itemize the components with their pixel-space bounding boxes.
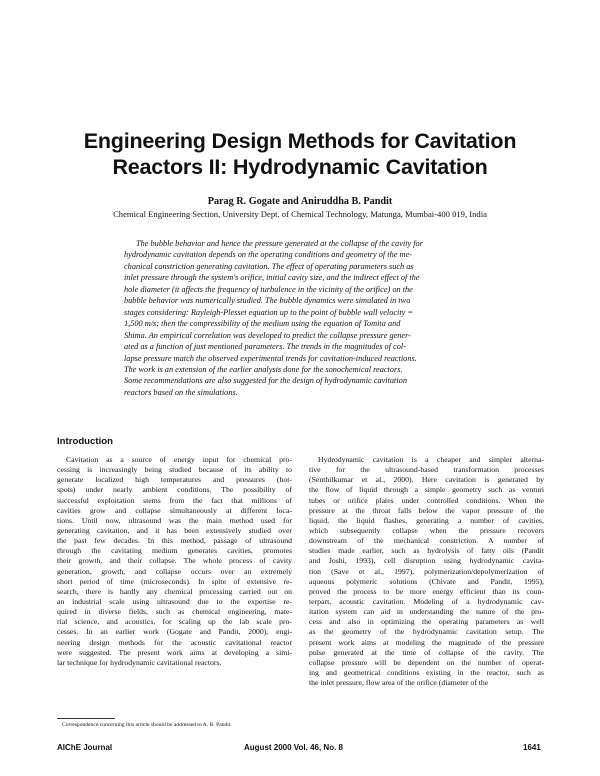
- abstract-line: lapse pressure match the observed experimental trends for cavitation-induced reactions.: [124, 353, 417, 363]
- body-text-line: tions. Until now, ultrasound was the main method used for: [57, 515, 292, 525]
- body-text-line: tion (Save et al., 1997), polymerization/depolymerization of: [309, 566, 544, 576]
- footer-issue: August 2000 Vol. 46, No. 8: [244, 743, 343, 752]
- abstract-line: The work is an extension of the earlier analysis done for the sonochemical reactors.: [124, 364, 403, 374]
- body-text-line: short period of time (microseconds). In spite of extensive re-: [57, 576, 292, 586]
- body-text-line: pressure at the throat falls below the vapor pressure of the: [309, 505, 544, 515]
- abstract-line: 1,500 m/s; then the compressibility of the medium using the equation of Tomita and: [124, 319, 401, 329]
- body-text-line: generation, growth, and collapse occurs over an extremely: [57, 566, 292, 576]
- abstract-line: ated as a function of just mentioned parameters. The trends in the magnitudes of col-: [124, 342, 406, 352]
- body-text-line: tubes or orifice plates under controlled conditions. When the: [309, 495, 544, 505]
- right-column-text: [309, 455, 544, 688]
- authors: Parag R. Gogate and Aniruddha B. Pandit: [207, 196, 393, 207]
- abstract-line: hole diameter (it affects the frequency of turbulence in the vicinity of the orifice) on the: [124, 284, 413, 294]
- body-text-line: generating cavitation, and it has been extensively studied over: [57, 525, 292, 535]
- body-text-line: an industrial scale using ultrasound due to the expertise re-: [57, 596, 292, 606]
- body-text-line: tive for the ultrasound-based transformation processes: [309, 465, 544, 475]
- body-text-line: (Senthilkumar et al., 2000). Here cavitation is generated by: [309, 475, 544, 485]
- title-line-1: Engineering Design Methods for Cavitation: [83, 129, 517, 153]
- abstract-line: bubble behavior was numerically studied. The bubble dynamics were simulated in two: [124, 296, 411, 306]
- body-text-line: through the cavitating medium generates cavities, promotes: [57, 546, 292, 556]
- abstract-line: The bubble behavior and hence the pressure generated at the collapse of the cavity for: [136, 239, 423, 248]
- body-text-line: which subsequently collapse when the pressure recovers: [309, 525, 544, 535]
- body-text-line: lar technique for hydrodynamic cavitational reactors.: [57, 657, 222, 667]
- body-text-line: neering design methods for the acoustic cavitational reactor: [57, 637, 292, 647]
- body-text-line: studies made earlier, such as hydrolysis of fatty oils (Pandit: [309, 546, 544, 556]
- body-text-line: the past few decades. In this method, passage of ultrasound: [57, 536, 292, 546]
- abstract-line: inlet pressure through the system's orifice, initial cavity size, and the indirect effect of the: [124, 273, 420, 283]
- footer-page-number: 1641: [523, 743, 541, 752]
- body-text-line: the flow of liquid through a simple geometry such as venturi: [309, 485, 544, 495]
- left-column-text: [57, 455, 292, 668]
- body-text-line: present work aims at modeling the magnitude of the pressure: [309, 637, 544, 647]
- abstract-line: Some recommendations are also suggested for the design of hydrodynamic cavitation: [124, 376, 407, 386]
- abstract: [124, 238, 482, 398]
- body-text-line: spots) under nearly ambient conditions. The possibility of: [57, 485, 292, 495]
- footnote-divider: [57, 718, 115, 719]
- body-text-line: quired in diverse fields, such as chemical engineering, mate-: [57, 607, 292, 617]
- body-text-line: itation system can aid in understanding the nature of the pro-: [309, 607, 544, 617]
- body-text-line: and Joshi, 1993), cell disruption using hydrodynamic cavita-: [309, 556, 544, 566]
- body-text-line: proved the process to be more energy efficient than its coun-: [309, 586, 544, 596]
- abstract-line: Shima. An empirical correlation was developed to predict the collapse pressure gener-: [124, 330, 411, 340]
- footer-journal: AIChE Journal: [57, 743, 113, 752]
- body-text-line: cesses. In an earlier work (Gogate and Pandit, 2000), engi-: [57, 627, 292, 637]
- paper-title: [0, 128, 600, 180]
- body-text-line: cessing is increasingly being studied because of its ability to: [57, 465, 292, 475]
- body-text-line: collapse pressure will be dependent on the number of operat-: [309, 657, 544, 667]
- body-text-line: were suggested. The present work aims at developing a simi-: [57, 647, 292, 657]
- body-text-line: the inlet pressure, flow area of the orifice (diameter of the: [309, 678, 489, 688]
- section-heading-introduction: Introduction: [57, 436, 113, 447]
- body-text-line: as the geometry of the hydrodynamic cavitation setup. The: [309, 627, 544, 637]
- abstract-line: stages considering: Rayleigh-Plesset equation up to the point of bubble wall velocity =: [124, 307, 414, 317]
- body-text-line: pulse generated at the time of collapse of the cavity. The: [309, 647, 544, 657]
- body-text-line: liquid, the liquid flashes, generating a number of cavities,: [309, 515, 544, 525]
- body-text-line: search, there is hardly any chemical processing carried out on: [57, 586, 292, 596]
- title-line-2: Reactors II: Hydrodynamic Cavitation: [112, 155, 488, 179]
- abstract-line: hydrodynamic cavitation depends on the operating conditions and geometry of the me-: [124, 250, 412, 260]
- affiliation: Chemical Engineering Section, University Dept. of Chemical Technology, Matunga, Mumbai-400 019, India: [113, 209, 487, 219]
- body-text-line: Hydrodynamic cavitation is a cheaper and simpler alterna-: [318, 455, 544, 464]
- body-text-line: successful exploitation stems from the fact that millions of: [57, 495, 292, 505]
- body-text-line: Cavitation as a source of energy input for chemical pro-: [66, 455, 292, 464]
- body-text-line: cess and also in optimizing the operating parameters as well: [309, 617, 544, 627]
- footnote: Correspondence concerning this article should be addressed to A. B. Pandit.: [62, 722, 232, 728]
- body-text-line: rial science, and acoustics, for scaling up the lab scale pro-: [57, 617, 292, 627]
- abstract-line: chanical constriction generating cavitation. The effect of operating parameters such as: [124, 261, 414, 271]
- abstract-line: reactors based on the simulations.: [124, 387, 238, 397]
- body-text-line: aqueous polymeric solutions (Chivate and Pandit, 1995),: [309, 576, 544, 586]
- body-text-line: their growth, and their collapse. The whole process of cavity: [57, 556, 292, 566]
- body-text-line: downstream of the mechanical constriction. A number of: [309, 536, 544, 546]
- body-text-line: cavities grow and collapse simultaneously at different loca-: [57, 505, 292, 515]
- body-text-line: ing and geometrical conditions existing in the reactor, such as: [309, 667, 544, 677]
- body-text-line: terpart, acoustic cavitation. Modeling of a hydrodynamic cav-: [309, 596, 544, 606]
- body-text-line: generate localized high temperatures and pressures (hot-: [57, 475, 292, 485]
